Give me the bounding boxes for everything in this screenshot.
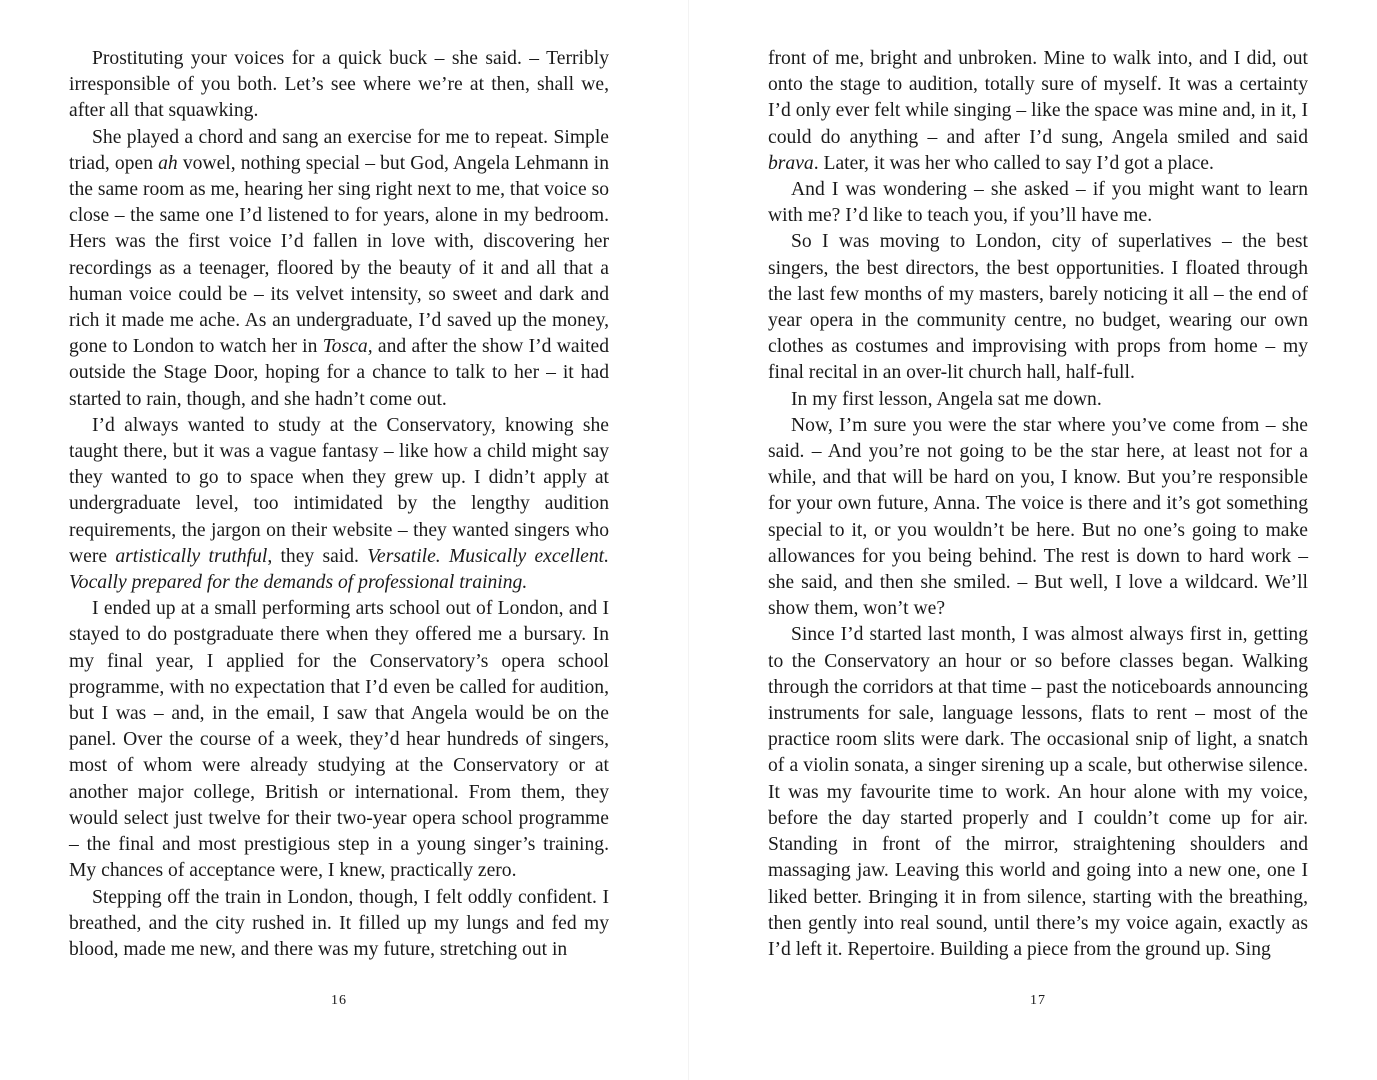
paragraph bbox=[69, 125, 609, 413]
paragraph bbox=[69, 46, 609, 125]
paragraph bbox=[768, 622, 1308, 963]
paragraph bbox=[69, 885, 609, 964]
text-run: She played a chord and sang an exercise for me to repeat. Simple triad, open bbox=[69, 126, 609, 174]
italic-text: artistically truthful bbox=[115, 545, 268, 567]
page-number-left: 16 bbox=[331, 993, 347, 1008]
text-run: Since I’d started last month, I was almost always first in, getting to the Conservatory an hour or so before classes began. Walking through the corridors at that time – past the noticeboards announcing instruments for sale, language lessons, flats to rent – most of the practice room slits were dark. The occasional snip of light, a snatch of a violin sonata, a singer sirening up a scale, but otherwise silence. It was my favourite time to work. An hour alone with my voice, before the day started properly and I couldn’t come up for air. Standing in front of the mirror, straightening shoulders and massaging jaw. Leaving this world and going into a new one, one I liked better. Bringing it in from silence, starting with the breathing, then gently into real sound, until there’s my voice again, exactly as I’d left it. Repertoire. Building a piece from the ground up. Sing bbox=[768, 624, 1308, 960]
italic-text: brava bbox=[768, 152, 814, 174]
paragraph bbox=[69, 413, 609, 596]
paragraph bbox=[768, 413, 1308, 623]
italic-text: ah bbox=[158, 152, 178, 174]
text-run: So I was moving to London, city of superlatives – the best singers, the best directors, the best opportunities. I floated through the last few months of my masters, barely noticing it all – the end of year opera in the community centre, no budget, wearing our own clothes as costumes and improvising with props from home – my final recital in an over-lit church hall, half-full. bbox=[768, 231, 1308, 384]
paragraph bbox=[69, 596, 609, 884]
text-run: Now, I’m sure you were the star where you’ve come from – she said. – And you’re not going to be the star here, at least not for a while, and that will be hard on you, I know. But you’re responsible for your own future, Anna. The voice is there and it’s got something special to it, or you wouldn’t be here. But no one’s going to make allowances for you being behind. The rest is down to hard work – she said, and then she smiled. – But well, I love a wildcard. We’ll show them, won’t we? bbox=[768, 414, 1308, 620]
text-run: I ended up at a small performing arts school out of London, and I stayed to do postgraduate there when they offered me a bursary. In my final year, I applied for the Conservatory’s opera school programme, with no expectation that I’d even be called for audition, but I was – and, in the email, I saw that Angela would be on the panel. Over the course of a week, they’d hear hundreds of singers, most of whom were already studying at the Conservatory or at another major college, British or international. From them, they would select just twelve for their two-year opera school programme – the final and most prestigious step in a young singer’s training. My chances of acceptance were, I knew, practically zero. bbox=[69, 598, 609, 882]
italic-text: Tosca, bbox=[322, 336, 373, 358]
page-gutter bbox=[688, 0, 689, 1080]
text-run: vowel, nothing special – but God, Angela Lehmann in the same room as me, hearing her sing right next to me, that voice so close – the same one I’d listened to for years, alone in my bedroom. Hers was the first voice I’d fallen in love with, discovering her recordings as a teenager, floored by the beauty of it and all that a human voice could be – its velvet intensity, so sweet and dark and rich it made me ache. As an undergraduate, I’d saved up the money, gone to London to watch her in bbox=[69, 152, 609, 358]
text-run: front of me, bright and unbroken. Mine to walk into, and I did, out onto the stage to audition, totally sure of myself. It was a certainty I’d only ever felt while singing – like the space was mine and, in it, I could do anything – and after I’d sung, Angela smiled and said bbox=[768, 48, 1308, 148]
paragraph bbox=[768, 229, 1308, 386]
left-page-text bbox=[69, 46, 609, 963]
page-number-right: 17 bbox=[1030, 993, 1046, 1008]
text-run: Prostituting your voices for a quick buck – she said. – Terribly irresponsible of you both. Let’s see where we’re at then, shall we, after all that squawking. bbox=[69, 48, 609, 122]
text-run: Stepping off the train in London, though, I felt oddly confident. I breathed, and the city rushed in. It filled up my lungs and fed my blood, made me new, and there was my future, stretching out in bbox=[69, 886, 609, 960]
right-page-text bbox=[768, 46, 1308, 963]
text-run: and after the show I’d waited outside the Stage Door, hoping for a chance to talk to her – it had started to rain, though, and she hadn’t come out. bbox=[69, 336, 610, 410]
text-run: . Later, it was her who called to say I’d got a place. bbox=[813, 152, 1214, 174]
italic-text: Versatile. Musically excellent. Vocally prepared for the demands of professional training. bbox=[69, 545, 609, 594]
text-run: And I was wondering – she asked – if you might want to learn with me? I’d like to teach you, if you’ll have me. bbox=[768, 179, 1308, 227]
paragraph bbox=[768, 177, 1308, 229]
text-run: In my first lesson, Angela sat me down. bbox=[791, 388, 1102, 410]
text-run: , they said. bbox=[267, 545, 368, 567]
text-run: I’d always wanted to study at the Conservatory, knowing she taught there, but it was a vague fantasy – like how a child might say they wanted to go to space when they grew up. I didn’t apply at undergraduate level, too intimidated by the lengthy audition requirements, the jargon on their website – they wanted singers who were bbox=[69, 414, 609, 567]
paragraph bbox=[768, 46, 1308, 177]
paragraph bbox=[768, 387, 1308, 413]
